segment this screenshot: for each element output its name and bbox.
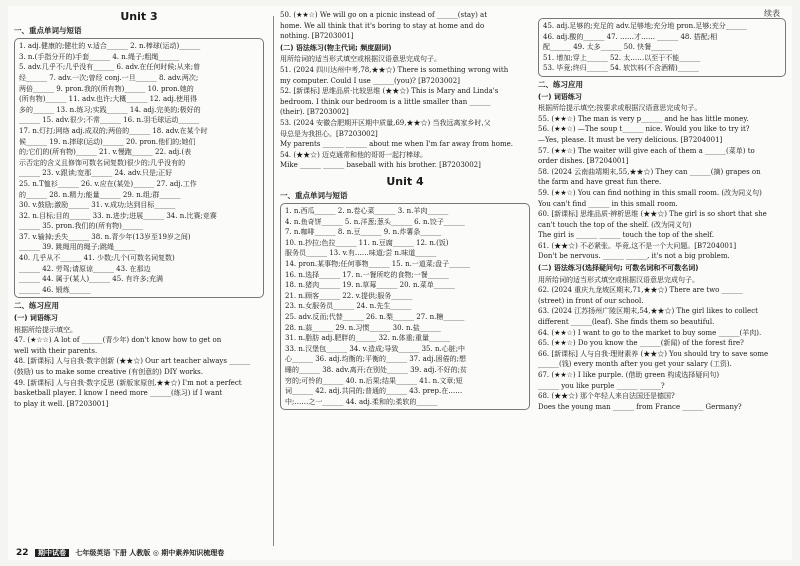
text-line: to play it well. [B7203001] xyxy=(14,399,109,408)
text-line: 61. (★★☆) 不必紧张。毕竟,这不是一个大问题。[B7204001] xyxy=(538,241,737,250)
question-list xyxy=(538,114,786,262)
text-line: 31. n.脂肪 adj.肥胖的______ 32. n.体重;重量______ xyxy=(285,334,451,343)
text-line: ______ 15. adv.很少;不常______ 16. n.羽毛球运动______ xyxy=(19,116,200,125)
column-divider xyxy=(273,16,274,546)
text-line: 33. n.汉堡包______ 34. v.造成;导致______ 35. n.心脏;中 xyxy=(285,344,466,353)
text-line: 睡的______ 38. adv.离开;在别处______ 39. adj.不好的;贫 xyxy=(285,366,467,374)
text-line: 52. [新课标] 思维品质·比较思维 (★★☆) This is Mary and Linda's xyxy=(280,87,499,96)
text-line: ______ 39. 跳绳用的绳子;跳绳______ xyxy=(19,243,135,252)
text-line: ______ 23. v.跟读;宽那______ 24. adv.只是;正好 xyxy=(19,169,173,178)
text-line: 66. [新课标] 人与自我·理财素养 (★★☆) You should try to save some xyxy=(538,349,769,358)
text-line: 7. n.咖啡______ 8. n.豆______ 9. n.炸薯条______ xyxy=(285,228,442,237)
worksheet-page xyxy=(8,6,792,560)
brand-logo: 期中试卷 xyxy=(35,549,69,557)
text-line: 56. (★★☆) —The soup t______ nice. Would you like to try it? xyxy=(538,125,750,134)
text-line: 65. (★★☆) Do you know the ______(新闻) of the forest fire? xyxy=(538,339,744,348)
page-footer xyxy=(16,548,224,558)
text-line: 心______ 36. adj.均衡的;平衡的______ 37. adj.困倦的;想 xyxy=(285,355,466,364)
text-line: 58. (2024 云南曲靖期末,55,★★☆) They can ______(摘) grapes on xyxy=(538,167,761,176)
question-list xyxy=(14,335,264,409)
text-line: 16. n.选择______ 17. n.一餐所吃的食物;一餐______ xyxy=(285,270,449,279)
text-line: home. We all think that it's boring to stay at home and do xyxy=(280,21,485,30)
text-line: ______ 42. 劳驾;请原谅______ 43. 在那边 xyxy=(19,264,151,273)
column-middle xyxy=(280,6,530,413)
text-line: 中;……之一______ 44. adj.柔和的;柔软的______ xyxy=(285,397,438,406)
question-list xyxy=(280,65,530,171)
text-line: The girl is ______ ______ touch the top of the shelf. xyxy=(538,231,714,240)
text-line: 68. (★★☆) 那个年轻人来自法国还是德国? xyxy=(538,392,675,401)
text-line: 词______ 42. adj.共同的;普通的______ 43. prep.在…… xyxy=(285,387,463,396)
text-line: my computer. Could I use ______(you)? [B7203002] xyxy=(280,76,460,85)
unit4-title: Unit 4 xyxy=(386,174,424,188)
vocab-box-unit4 xyxy=(280,203,530,410)
text-line: well with their parents. xyxy=(14,346,98,355)
text-line: 64. (★★☆) I want to go to the market to buy some ______(羊肉). xyxy=(538,328,762,337)
unit3-title: Unit 3 xyxy=(120,10,158,23)
instruction-text: 用所给词的适当形式填空或根据汉语意思完成句子。 xyxy=(280,55,441,64)
text-line: 62. (2024 重庆九龙坡区期末,71,★★☆) There are two ______ xyxy=(538,286,743,295)
page-number: 22 xyxy=(16,548,29,558)
text-line: 示否定的含义且修饰可数名词复数)很少的;几乎没有的 xyxy=(19,158,186,167)
text-line: 经______ 7. adv.一次;曾经 conj.一旦______ 8. adv.两次; xyxy=(19,73,199,82)
text-line: 的;它们的(所有物)______ 21. v.慢跑______ 22. adj.(表 xyxy=(19,148,192,157)
instruction-text: 根据所给提示填空。 xyxy=(14,325,77,334)
text-line: Mike ______ ______ baseball with his brother. [B7203002] xyxy=(280,161,481,170)
text-line: 候______ 19. n.摔球(运动)______ 20. pron.他们的;她们 xyxy=(19,137,196,146)
text-line: 17. n.灯打;网络 adj.成双的;两倍的______ 18. adv.在某个时 xyxy=(19,126,208,135)
text-line: (street) in front of our school. xyxy=(538,296,644,305)
text-line: 穷的;可怜的______ 40. n.后果;结果______ 41. n.文章;短 xyxy=(285,376,463,385)
text-line: 47. (★☆☆) A lot of ______(青少年) don't know how to get on xyxy=(14,336,222,345)
text-line: 54. (★★☆) 迈克通常和他的哥哥一起打棒球。 xyxy=(280,150,428,159)
text-line: 46. adj.酸的______ 47. ……才…… ______ 48. 搭配;相 xyxy=(543,32,718,41)
text-line: 23. n.女服务员______ 24. n.先生______ xyxy=(285,302,412,311)
text-line: 30. v.鼓励;激励______ 31. v.成功;达到目标______ xyxy=(19,201,176,210)
column-left xyxy=(14,6,264,409)
text-line: 3. n.(手指分开的)手套______ 4. n.绳子;粗绳______ xyxy=(19,52,180,61)
text-line: 的______ 28. n.精力;能量______ 29. n.组;群______ xyxy=(19,190,181,199)
text-line: 48. [新课标] 人与自我·数字创新 (★★☆) Our art teacher always ______ xyxy=(14,357,251,366)
text-line: 1. n.西瓜______ 2. n.卷心菜______ 3. n.羊肉______ xyxy=(285,207,449,216)
text-line: the farm and have great fun there. xyxy=(538,178,662,187)
text-line: 49. [新课标] 人与自我·数字反思 (新版家原创,★★☆) I'm not a perfect xyxy=(14,378,242,387)
subsection-word-practice: (一) 词语练习 xyxy=(538,92,582,101)
text-line: (their). [B7203002] xyxy=(280,108,349,117)
text-line: 53. 毕竟;终归______ 54. 软饮料(不含酒精)______ xyxy=(543,64,699,73)
text-line: You can't find ______ in this small room. xyxy=(538,199,678,208)
text-line: 1. adj.健康的;健壮的 v.适合______ 2. n.棒球(运动)______ xyxy=(19,42,201,51)
section-practice-title: 二、练习应用 xyxy=(538,79,583,89)
text-line: ______ 35. pron.我们的(所有物)______ xyxy=(19,222,143,231)
text-line: 5. adv.几乎不;几乎没有______ 6. adv.在任何时候;从来;曾 xyxy=(19,63,201,72)
text-line: can't touch the top of the shelf. (改为同义句) xyxy=(538,220,692,229)
question-list xyxy=(280,10,530,42)
text-line: 14. pron.某事物;任何事物______ 15. n.一道菜;盘子______ xyxy=(285,260,471,269)
section-vocab-title: 一、重点单词与短语 xyxy=(280,190,348,200)
text-line: 25. adv.反而;代替______ 26. n.梨______ 27. n.糖______ xyxy=(285,313,465,322)
text-line: different ______(leaf). She finds them so beautiful. xyxy=(538,318,715,327)
text-line: 两倍______ 9. pron.我的(所有物)______ 10. pron.她的 xyxy=(19,84,194,93)
text-line: (鼓励) us to make some creative (有创意的) DIY works. xyxy=(14,368,203,376)
instruction-text: 根据所给提示填空;按要求或根据汉语意思完成句子。 xyxy=(538,104,702,113)
subsection-grammar: (二) 语法练习(选择疑问句; 可数名词和不可数名词) xyxy=(538,264,699,273)
section-vocab-title: 一、重点单词与短语 xyxy=(14,25,82,35)
text-line: 37. v.输掉;丢失______ 38. n.青少年(13岁至19岁之间) xyxy=(19,232,191,241)
text-line: 25. n.T恤衫______ 26. v.应在(某处)______ 27. adj.工作 xyxy=(19,179,197,188)
vocab-box-unit4-cont xyxy=(538,18,786,77)
text-line: 服务员______ 13. v.有……味道;尝 n.味道______ xyxy=(285,249,437,258)
text-line: 60. [新课标] 思维品质·辨析思维 (★★☆) The girl is so short that she xyxy=(538,210,767,219)
text-line: 多的______ 13. n.练习;实践______ 14. adj.完美的;极好的 xyxy=(19,105,201,114)
text-line: 母总是为我担心。[B7203002] xyxy=(280,129,378,138)
text-line: 59. (★★☆) You can find nothing in this small room. (改为同义句) xyxy=(538,188,762,197)
text-line: 51. 增加;穿上______ 52. 太……以至于不能______ xyxy=(543,53,701,62)
text-line: 50. (★★☆) We will go on a picnic instead of ______(stay) at xyxy=(280,11,488,19)
text-line: ______ you like purple ______ ______? xyxy=(538,381,665,390)
text-line: 21. n.顾客______ 22. v.提供;服务______ xyxy=(285,291,413,300)
vocab-box-unit3 xyxy=(14,38,264,298)
text-line: 53. (2024 安徽合肥期开区期中质量,69,★★☆) 当我远离家乡时,父 xyxy=(280,118,491,127)
text-line: 40. 几乎从不______ 41. 少数;几个(可数名词复数) xyxy=(19,254,175,263)
section-practice-title: 二、练习应用 xyxy=(14,301,59,311)
text-line: 32. n.目标;目的______ 33. n.进步;进展______ 34. n.比赛;竞赛 xyxy=(19,211,217,220)
text-line: ______ 44. 属于(某人)______ 45. 有许多;充满 xyxy=(19,275,163,284)
text-line: basketball player. I know I need more ______(练习) if I want xyxy=(14,389,223,398)
text-line: 45. adj.足够的;充足的 adv.足够地;充分地 pron.足够;充分______ xyxy=(543,22,747,30)
text-line: 配______ 49. 太多______ 50. 快餐______ xyxy=(543,43,673,52)
text-line: 28. n.蒜______ 29. n.习惯______ 30. n.盐______ xyxy=(285,323,441,332)
text-line: 63. (2024 江苏扬州广陵区期末,54,★★☆) The girl likes to collect xyxy=(538,307,758,316)
text-line: —Yes, please. It must be very delicious. [B7204001] xyxy=(538,135,723,144)
text-line: Does the young man ______ from France ______ Germany? xyxy=(538,402,742,411)
question-list xyxy=(538,285,786,412)
continued-label: 续表 xyxy=(764,9,780,18)
text-line: 4. n.鱼奇饼______ 5. n.洋葱;葱头______ 6. n.饺子______ xyxy=(285,217,465,226)
text-line: 18. n.猪肉______ 19. n.草莓______ 20. n.菜单______ xyxy=(285,281,455,290)
text-line: 10. n.抄拉;色拉______ 11. n.豆腐______ 12. n.(饭) xyxy=(285,238,449,247)
subsection-grammar: (二) 语法练习(物主代词; 频度副词) xyxy=(280,43,392,52)
text-line: 67. (★★☆) I like purple. (借助 green 构成选择疑问句) xyxy=(538,371,720,379)
text-line: order dishes. [B7204001] xyxy=(538,157,629,166)
footer-text: 七年级英语 下册 人教版 ◎ 期中素养知识梳理卷 xyxy=(75,549,225,557)
text-line: 55. (★★☆) The man is very p______ and he has little money. xyxy=(538,114,749,123)
text-line: 51. (2024 四川达州中考,78,★★☆) There is something wrong with xyxy=(280,65,509,74)
text-line: 57. (★★☆) The waiter will give each of them a ______(菜单) to xyxy=(538,146,755,155)
instruction-text: 用所给词的适当形式填空或根据汉语意思完成句子。 xyxy=(538,275,699,284)
text-line: ______(钱) every month after you get your salary (工资). xyxy=(538,360,732,369)
column-right xyxy=(538,6,786,412)
text-line: ______ 46. 锻炼______ xyxy=(19,285,91,294)
text-line: Don't be nervous. ______ ______, it's not a big problem. xyxy=(538,252,730,261)
text-line: bedroom. I think our bedroom is a little smaller than ______ xyxy=(280,97,491,106)
text-line: My parents ______ ______ about me when I'm far away from home. xyxy=(280,140,514,149)
subsection-word-practice: (一) 词语练习 xyxy=(14,314,58,323)
text-line: nothing. [B7203001] xyxy=(280,32,354,41)
text-line: (所有物)______ 11. adv.也许;大概______ 12. adj.使用得 xyxy=(19,95,198,104)
